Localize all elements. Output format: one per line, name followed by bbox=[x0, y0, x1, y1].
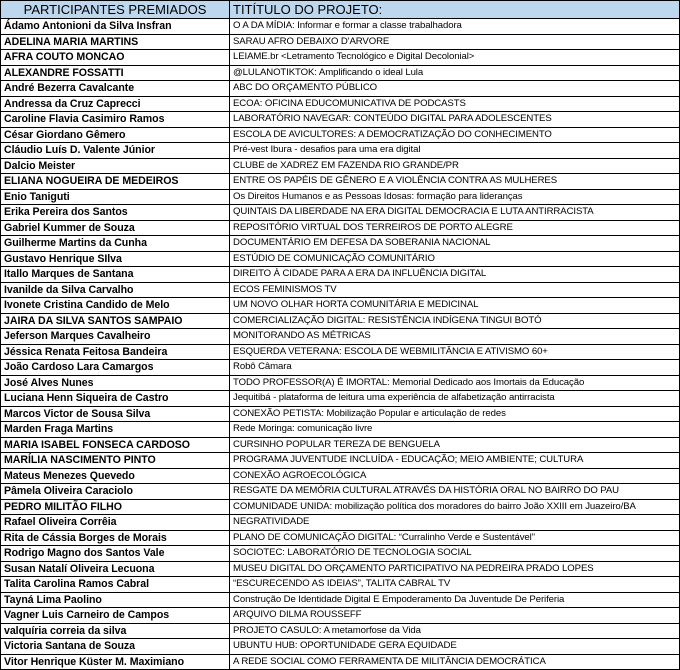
table-row bbox=[1, 499, 680, 515]
participant-name: Rodrigo Magno dos Santos Vale bbox=[1, 546, 230, 562]
participant-name: André Bezerra Cavalcante bbox=[1, 81, 230, 97]
participant-name: ADELINA MARIA MARTINS bbox=[1, 34, 230, 50]
table-row bbox=[1, 127, 680, 143]
participant-name: Mateus Menezes Quevedo bbox=[1, 468, 230, 484]
table-row bbox=[1, 375, 680, 391]
participant-name: Talita Carolina Ramos Cabral bbox=[1, 577, 230, 593]
project-title: Rede Moringa: comunicação livre bbox=[230, 422, 680, 438]
table-row bbox=[1, 65, 680, 81]
project-title: “ESCURECENDO AS IDEIAS”, TALITA CABRAL TV bbox=[230, 577, 680, 593]
project-title: DOCUMENTÁRIO EM DEFESA DA SOBERANIA NACIONAL bbox=[230, 236, 680, 252]
table-row bbox=[1, 189, 680, 205]
participant-name: JAIRA DA SILVA SANTOS SAMPAIO bbox=[1, 313, 230, 329]
table-row bbox=[1, 96, 680, 112]
project-title: ENTRE OS PAPÉIS DE GÊNERO E A VIOLÊNCIA CONTRA AS MULHERES bbox=[230, 174, 680, 190]
participant-name: MARÍLIA NASCIMENTO PINTO bbox=[1, 453, 230, 469]
participant-name: Enio Taniguti bbox=[1, 189, 230, 205]
participant-name: Pâmela Oliveira Caraciolo bbox=[1, 484, 230, 500]
table-row bbox=[1, 577, 680, 593]
participant-name: Andressa da Cruz Caprecci bbox=[1, 96, 230, 112]
participant-name: valquíria correia da silva bbox=[1, 623, 230, 639]
participant-name: Rafael Oliveira Corrêia bbox=[1, 515, 230, 531]
project-title: PLANO DE COMUNICAÇÃO DIGITAL: “Curralinho Verde e Sustentável” bbox=[230, 530, 680, 546]
participant-name: Victoria Santana de Souza bbox=[1, 639, 230, 655]
project-title: MUSEU DIGITAL DO ORÇAMENTO PARTICIPATIVO NA PEDREIRA PRADO LOPES bbox=[230, 561, 680, 577]
participant-name: Susan Natalí Oliveira Lecuona bbox=[1, 561, 230, 577]
table-row bbox=[1, 34, 680, 50]
project-title: COMERCIALIZAÇÃO DIGITAL: RESISTÊNCIA INDÍGENA TINGUI BOTÓ bbox=[230, 313, 680, 329]
project-title: REPOSITÓRIO VIRTUAL DOS TERREIROS DE PORTO ALEGRE bbox=[230, 220, 680, 236]
table-row bbox=[1, 143, 680, 159]
project-title: CLUBE de XADREZ EM FAZENDA RIO GRANDE/PR bbox=[230, 158, 680, 174]
table-row bbox=[1, 267, 680, 283]
table-row bbox=[1, 205, 680, 221]
participant-name: Rita de Cássia Borges de Morais bbox=[1, 530, 230, 546]
project-title: ARQUIVO DILMA ROUSSEFF bbox=[230, 608, 680, 624]
table-row bbox=[1, 282, 680, 298]
participant-name: MARIA ISABEL FONSECA CARDOSO bbox=[1, 437, 230, 453]
participant-name: Gustavo Henrique SIlva bbox=[1, 251, 230, 267]
header-row bbox=[1, 1, 680, 19]
participant-name: Caroline Flavia Casimiro Ramos bbox=[1, 112, 230, 128]
project-title: ECOA: OFICINA EDUCOMUNICATIVA DE PODCASTS bbox=[230, 96, 680, 112]
table-row bbox=[1, 251, 680, 267]
participant-name: PEDRO MILITÃO FILHO bbox=[1, 499, 230, 515]
table-row bbox=[1, 174, 680, 190]
table-row bbox=[1, 422, 680, 438]
table-row bbox=[1, 468, 680, 484]
table-row bbox=[1, 561, 680, 577]
project-title: DIREITO À CIDADE PARA A ERA DA INFLUÊNCIA DIGITAL bbox=[230, 267, 680, 283]
participants-header: PARTICIPANTES PREMIADOS bbox=[1, 1, 230, 19]
table-row bbox=[1, 236, 680, 252]
participant-name: José Alves Nunes bbox=[1, 375, 230, 391]
project-title: COMUNIDADE UNIDA: mobilização política dos moradores do bairro João XXIII em Juazeiro/BA bbox=[230, 499, 680, 515]
participant-name: AFRA COUTO MONCAO bbox=[1, 50, 230, 66]
participant-name: Vagner Luis Carneiro de Campos bbox=[1, 608, 230, 624]
table-row bbox=[1, 515, 680, 531]
table-row bbox=[1, 608, 680, 624]
project-title: PROGRAMA JUVENTUDE INCLUÍDA - EDUCAÇÃO; MEIO AMBIENTE; CULTURA bbox=[230, 453, 680, 469]
table-row bbox=[1, 437, 680, 453]
participant-name: Tayná Lima Paolino bbox=[1, 592, 230, 608]
table-row bbox=[1, 654, 680, 670]
project-title: LEIAME.br <Letramento Tecnológico e Digital Decolonial> bbox=[230, 50, 680, 66]
project-title: ESCOLA DE AVICULTORES: A DEMOCRATIZAÇÃO DO CONHECIMENTO bbox=[230, 127, 680, 143]
project-title: Construção De Identidade Digital E Empoderamento Da Juventude De Periferia bbox=[230, 592, 680, 608]
participant-name: Marden Fraga Martins bbox=[1, 422, 230, 438]
table-row bbox=[1, 546, 680, 562]
project-title: Pré-vest Ibura - desafios para uma era digital bbox=[230, 143, 680, 159]
project-title-header: TITÍTULO DO PROJETO: bbox=[230, 1, 680, 19]
participant-name: ELIANA NOGUEIRA DE MEDEIROS bbox=[1, 174, 230, 190]
project-title: CONEXÃO PETISTA: Mobilização Popular e articulação de redes bbox=[230, 406, 680, 422]
table-row bbox=[1, 530, 680, 546]
project-title: NEGRATIVIDADE bbox=[230, 515, 680, 531]
table-row bbox=[1, 623, 680, 639]
participant-name: Itallo Marques de Santana bbox=[1, 267, 230, 283]
participant-name: Ádamo Antonioni da Silva Insfran bbox=[1, 19, 230, 35]
table-row bbox=[1, 484, 680, 500]
table-row bbox=[1, 220, 680, 236]
project-title: SARAU AFRO DEBAIXO D'ARVORE bbox=[230, 34, 680, 50]
table-row bbox=[1, 298, 680, 314]
participant-name: Ivanilde da Silva Carvalho bbox=[1, 282, 230, 298]
table-row bbox=[1, 453, 680, 469]
participant-name: Luciana Henn Siqueira de Castro bbox=[1, 391, 230, 407]
table-row bbox=[1, 112, 680, 128]
project-title: LABORATÓRIO NAVEGAR: CONTEÚDO DIGITAL PARA ADOLESCENTES bbox=[230, 112, 680, 128]
table-row bbox=[1, 406, 680, 422]
project-title: Jequitibá - plataforma de leitura uma experiência de alfabetização antirracista bbox=[230, 391, 680, 407]
participant-name: Guilherme Martins da Cunha bbox=[1, 236, 230, 252]
table-row bbox=[1, 391, 680, 407]
participant-name: Marcos Victor de Sousa Silva bbox=[1, 406, 230, 422]
project-title: RESGATE DA MEMÓRIA CULTURAL ATRAVÉS DA HISTÓRIA ORAL NO BAIRRO DO PAU bbox=[230, 484, 680, 500]
participant-name: Jeferson Marques Cavalheiro bbox=[1, 329, 230, 345]
project-title: UM NOVO OLHAR HORTA COMUNITÁRIA E MEDICINAL bbox=[230, 298, 680, 314]
project-title: ECOS FEMINISMOS TV bbox=[230, 282, 680, 298]
table-row bbox=[1, 360, 680, 376]
project-title: SOCIOTEC: LABORATÓRIO DE TECNOLOGIA SOCIAL bbox=[230, 546, 680, 562]
table-row bbox=[1, 81, 680, 97]
participant-name: Dalcio Meister bbox=[1, 158, 230, 174]
project-title: ABC DO ORÇAMENTO PÚBLICO bbox=[230, 81, 680, 97]
project-title: O A DA MÍDIA: Informar e formar a classe trabalhadora bbox=[230, 19, 680, 35]
table-row bbox=[1, 158, 680, 174]
project-title: MONITORANDO AS MÉTRICAS bbox=[230, 329, 680, 345]
table-row bbox=[1, 344, 680, 360]
participant-name: Ivonete Cristina Candido de Melo bbox=[1, 298, 230, 314]
project-title: Robô Câmara bbox=[230, 360, 680, 376]
project-title: ESQUERDA VETERANA: ESCOLA DE WEBMILITÂNCIA E ATIVISMO 60+ bbox=[230, 344, 680, 360]
participant-name: João Cardoso Lara Camargos bbox=[1, 360, 230, 376]
participant-name: Gabriel Kummer de Souza bbox=[1, 220, 230, 236]
project-title: UBUNTU HUB: OPORTUNIDADE GERA EQUIDADE bbox=[230, 639, 680, 655]
participant-name: ALEXANDRE FOSSATTI bbox=[1, 65, 230, 81]
table-row bbox=[1, 639, 680, 655]
project-title: Os Direitos Humanos e as Pessoas Idosas: formação para lideranças bbox=[230, 189, 680, 205]
table-row bbox=[1, 19, 680, 35]
project-title: A REDE SOCIAL COMO FERRAMENTA DE MILITÂNCIA DEMOCRÁTICA bbox=[230, 654, 680, 670]
project-title: PROJETO CASULO: A metamorfose da Vida bbox=[230, 623, 680, 639]
project-title: ESTÚDIO DE COMUNICAÇÃO COMUNITÁRIO bbox=[230, 251, 680, 267]
table-row bbox=[1, 313, 680, 329]
table-row bbox=[1, 592, 680, 608]
participant-name: Cláudio Luís D. Valente Júnior bbox=[1, 143, 230, 159]
table-row bbox=[1, 50, 680, 66]
project-title: TODO PROFESSOR(A) É IMORTAL: Memorial Dedicado aos Imortais da Educação bbox=[230, 375, 680, 391]
project-title: CONEXÃO AGROECOLÓGICA bbox=[230, 468, 680, 484]
participant-name: César Giordano Gêmero bbox=[1, 127, 230, 143]
participant-name: Erika Pereira dos Santos bbox=[1, 205, 230, 221]
participant-name: Vitor Henrique Küster M. Maximiano bbox=[1, 654, 230, 670]
table-body bbox=[1, 19, 680, 670]
project-title: @LULANOTIKTOK: Amplificando o ideal Lula bbox=[230, 65, 680, 81]
participant-name: Jéssica Renata Feitosa Bandeira bbox=[1, 344, 230, 360]
project-title: QUINTAIS DA LIBERDADE NA ERA DIGITAL DEMOCRACIA E LUTA ANTIRRACISTA bbox=[230, 205, 680, 221]
table-row bbox=[1, 329, 680, 345]
project-title: CURSINHO POPULAR TEREZA DE BENGUELA bbox=[230, 437, 680, 453]
